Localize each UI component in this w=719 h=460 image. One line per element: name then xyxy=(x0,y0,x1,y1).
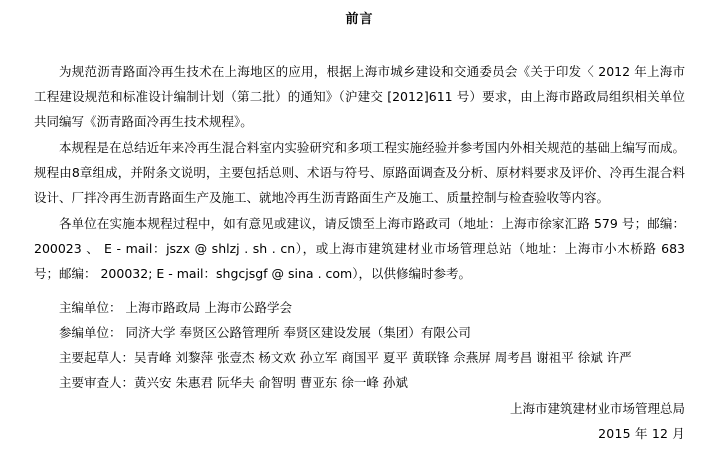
paragraph-3: 各单位在实施本规程过程中，如有意见或建议，请反馈至上海市路政司（地址：上海市徐家汇路 579 号；邮编： 200023 、 E - mail：jszx @ shlzj . sh . cn），或上海市建筑建材业市场管理总站（地址：上海市小木桥路 683 号；邮编： 200032; E - mail：shgcjsgf @ sina . com），以供修编时参考。 xyxy=(34,216,685,281)
credit-line-participating-units: 参编单位： 同济大学 奉贤区公路管理所 奉贤区建设发展（集团）有限公司 xyxy=(59,325,471,340)
signature-block xyxy=(510,396,685,446)
page-title: 前言 xyxy=(345,12,374,27)
credit-line-main-drafters: 主要起草人：吴青峰 刘黎萍 张壹杰 杨文欢 孙立军 商国平 夏平 黄联锋 佘燕屏 周考昌 谢祖平 徐斌 许严 xyxy=(59,350,632,365)
paragraph-2: 本规程是在总结近年来冷再生混合料室内实验研究和多项工程实施经验并参考国内外相关规范的基础上编写而成。规程由8章组成，并附条文说明，主要包括总则、术语与符号、原路面调查及分析、原材料要求及评价、冷再生混合料设计、厂拌冷再生沥青路面生产及施工、就地冷再生沥青路面生产及施工、质量控制与检查验收等内容。 xyxy=(34,140,685,205)
credit-line-main-reviewers: 主要审查人：黄兴安 朱惠君 阮华夫 俞智明 曹亚东 徐一峰 孙斌 xyxy=(59,375,408,390)
body-paragraphs xyxy=(34,59,685,286)
signature-date: 2015 年 12 月 xyxy=(598,426,685,441)
credit-line-chief-editor-units: 主编单位： 上海市路政局 上海市公路学会 xyxy=(59,300,292,315)
document-page xyxy=(0,11,719,460)
paragraph-1: 为规范沥青路面冷再生技术在上海地区的应用，根据上海市城乡建设和交通委员会《关于印发〈 2012 年上海市工程建设规范和标准设计编制计划（第二批）的通知》（沪建交 [2012]611 号）要求，由上海市路政局组织相关单位共同编写《沥青路面冷再生技术规程》。 xyxy=(34,64,685,129)
signature-organization: 上海市建筑建材业市场管理总局 xyxy=(509,401,685,416)
credits-list xyxy=(34,295,685,395)
